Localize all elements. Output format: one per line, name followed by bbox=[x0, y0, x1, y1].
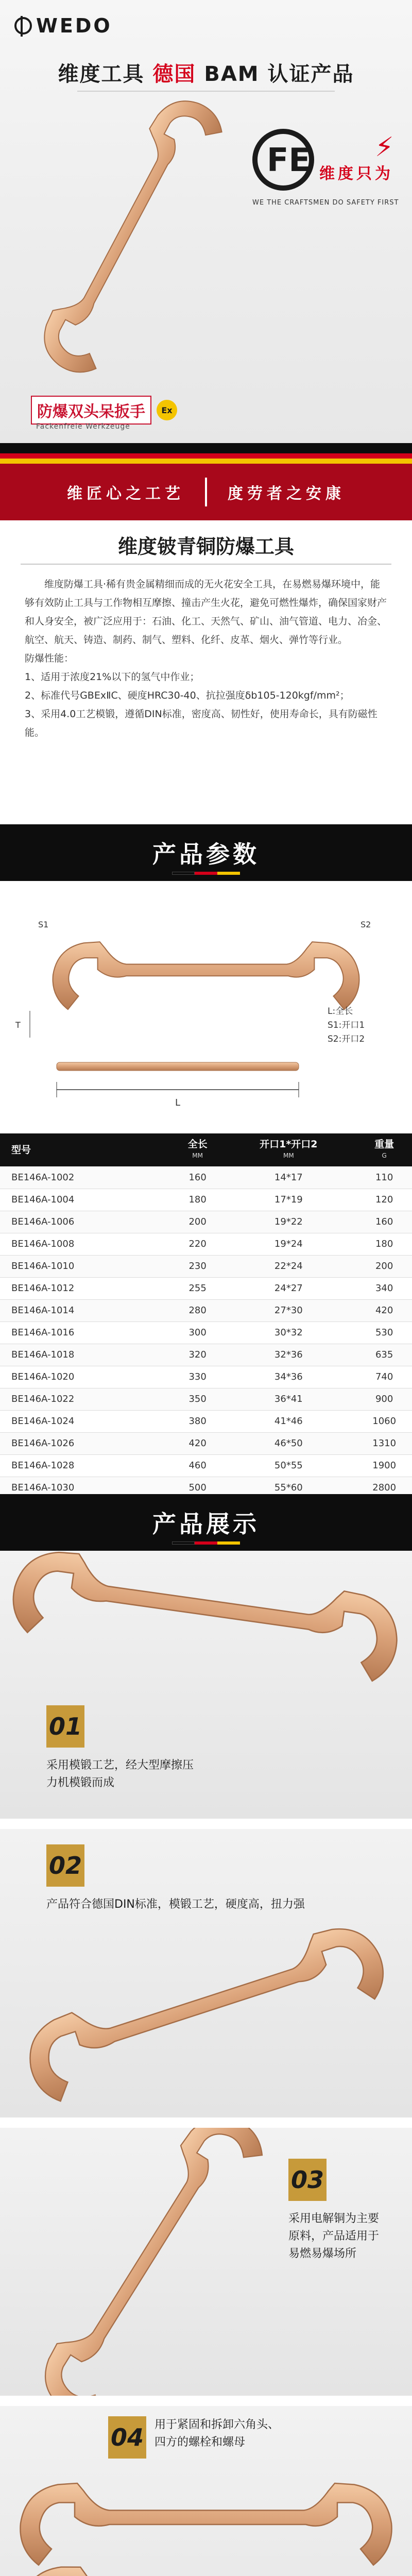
motto-divider bbox=[205, 478, 207, 506]
cert-highlight: 德国 bbox=[152, 62, 196, 86]
flag-red-stripe bbox=[0, 453, 412, 459]
col-header: 重量 G bbox=[356, 1133, 412, 1166]
table-row bbox=[0, 1388, 412, 1410]
table-cell: BE146A-1018 bbox=[0, 1344, 175, 1366]
table-row bbox=[0, 1211, 412, 1233]
params-section bbox=[0, 824, 412, 1499]
showcase-wrench-image bbox=[0, 1922, 412, 2107]
table-row bbox=[0, 1299, 412, 1321]
brand-logo[interactable] bbox=[14, 14, 112, 37]
table-cell: 50*55 bbox=[220, 1454, 356, 1477]
brand-slogan-en: WE THE CRAFTSMEN DO SAFETY FIRST bbox=[252, 199, 399, 207]
col-header: 全长 MM bbox=[175, 1133, 220, 1166]
table-cell: 635 bbox=[356, 1344, 412, 1366]
product-name-en: Fackenfreie Werkzeuge bbox=[36, 422, 130, 431]
table-header-row bbox=[0, 1133, 412, 1166]
table-cell: 55*60 bbox=[220, 1477, 356, 1499]
showcase-panel-2 bbox=[0, 1829, 412, 2117]
col-header: 型号 bbox=[0, 1133, 175, 1166]
table-cell: 32*36 bbox=[220, 1344, 356, 1366]
motto-left: 维匠心之工艺 bbox=[67, 485, 184, 503]
legend-item: S2:开口2 bbox=[328, 1034, 365, 1044]
table-cell: 460 bbox=[175, 1454, 220, 1477]
table-cell: 160 bbox=[175, 1166, 220, 1189]
intro-paragraph: 维度防爆工具·稀有贵金属精细而成的无火花安全工具，在易燃易爆环境中，能够有效防止工具与工作物相互摩擦、撞击产生火花，避免可燃性爆炸，确保国家财产和人身安全，被广泛应用于：石油、化工、天然气、矿山、油气管道、电力、冶金、航空、航天、铸造、制药、制气、塑料、化纤、皮革、烟火、弹竹等行业。 bbox=[25, 579, 387, 646]
product-name-cn: 防爆双头呆扳手 bbox=[31, 396, 151, 425]
perf-point: 3、采用4.0工艺模锻，遵循DIN标准，密度高、韧性好，使用寿命长，具有防磁性能。 bbox=[25, 708, 377, 738]
title-underline bbox=[0, 872, 412, 875]
table-cell: BE146A-1004 bbox=[0, 1189, 175, 1211]
table-cell: BE146A-1012 bbox=[0, 1277, 175, 1299]
table-cell: 180 bbox=[175, 1189, 220, 1211]
table-cell: 120 bbox=[356, 1189, 412, 1211]
showcase-panel-1 bbox=[0, 1551, 412, 1819]
ex-badge-icon: Ex bbox=[157, 400, 177, 420]
table-cell: 34*36 bbox=[220, 1366, 356, 1388]
params-title-bar bbox=[0, 824, 412, 881]
table-row bbox=[0, 1321, 412, 1344]
table-row bbox=[0, 1189, 412, 1211]
dimension-legend bbox=[328, 1005, 365, 1046]
table-cell: 900 bbox=[356, 1388, 412, 1410]
table-cell: 300 bbox=[175, 1321, 220, 1344]
table-cell: 180 bbox=[356, 1233, 412, 1255]
showcase-panel-4 bbox=[0, 2406, 412, 2576]
table-row bbox=[0, 1255, 412, 1277]
params-title: 产品参数 bbox=[152, 840, 260, 868]
table-cell: BE146A-1030 bbox=[0, 1477, 175, 1499]
table-cell: 530 bbox=[356, 1321, 412, 1344]
product-name-label bbox=[31, 396, 177, 431]
cert-suffix: BAM 认证产品 bbox=[204, 62, 354, 86]
feature-number-badge: 03 bbox=[288, 2159, 327, 2201]
table-cell: 17*19 bbox=[220, 1189, 356, 1211]
legend-item: L:全长 bbox=[328, 1006, 353, 1016]
dim-s1: S1 bbox=[38, 920, 49, 929]
showcase-wrench-image bbox=[0, 2468, 412, 2576]
perf-heading: 防爆性能： bbox=[25, 653, 74, 664]
table-cell: 220 bbox=[175, 1233, 220, 1255]
feature-number-badge: 01 bbox=[46, 1705, 84, 1748]
table-cell: 740 bbox=[356, 1366, 412, 1388]
table-cell: 255 bbox=[175, 1277, 220, 1299]
table-cell: 200 bbox=[356, 1255, 412, 1277]
hero-section bbox=[0, 0, 412, 443]
table-row bbox=[0, 1233, 412, 1255]
table-cell: 340 bbox=[356, 1277, 412, 1299]
intro-body bbox=[25, 575, 387, 742]
table-cell: BE146A-1006 bbox=[0, 1211, 175, 1233]
table-cell: 350 bbox=[175, 1388, 220, 1410]
feature-text: 采用电解铜为主要 原料，产品适用于 易燃易爆场所 bbox=[288, 2212, 380, 2260]
table-row bbox=[0, 1277, 412, 1299]
brand-safety-badge bbox=[242, 129, 407, 216]
hero-wrench-image bbox=[15, 77, 252, 397]
table-cell: 280 bbox=[175, 1299, 220, 1321]
flag-gold-stripe bbox=[0, 459, 412, 464]
showcase-panel-3 bbox=[0, 2128, 412, 2396]
table-cell: 36*41 bbox=[220, 1388, 356, 1410]
dim-s2: S2 bbox=[360, 920, 371, 929]
table-cell: 320 bbox=[175, 1344, 220, 1366]
show-title: 产品展示 bbox=[152, 1510, 260, 1538]
table-row bbox=[0, 1410, 412, 1432]
table-cell: BE146A-1020 bbox=[0, 1366, 175, 1388]
perf-point: 2、标准代号GBExⅡC、硬度HRC30-40、抗拉强度δb105-120kgf/mm²； bbox=[25, 690, 350, 701]
flag-stripes bbox=[0, 443, 412, 453]
table-cell: 200 bbox=[175, 1211, 220, 1233]
table-cell: 230 bbox=[175, 1255, 220, 1277]
feature-text: 用于紧固和拆卸六角头、 四方的螺栓和螺母 bbox=[154, 2418, 280, 2449]
table-cell: 14*17 bbox=[220, 1166, 356, 1189]
table-row bbox=[0, 1166, 412, 1189]
table-cell: 500 bbox=[175, 1477, 220, 1499]
table-cell: 110 bbox=[356, 1166, 412, 1189]
motto-banner bbox=[0, 464, 412, 520]
feature-text: 产品符合德国DIN标准，模锻工艺，硬度高，扭力强 bbox=[46, 1898, 305, 1911]
fe-logo-letters: FE bbox=[267, 141, 311, 179]
legend-item: S1:开口1 bbox=[328, 1020, 365, 1030]
table-cell: BE146A-1024 bbox=[0, 1410, 175, 1432]
table-cell: 420 bbox=[356, 1299, 412, 1321]
feature-number-badge: 02 bbox=[46, 1844, 84, 1887]
table-cell: 41*46 bbox=[220, 1410, 356, 1432]
diagram-wrench bbox=[53, 942, 359, 1009]
table-cell: BE146A-1022 bbox=[0, 1388, 175, 1410]
motto-right: 度劳者之安康 bbox=[228, 485, 345, 503]
table-cell: 46*50 bbox=[220, 1432, 356, 1454]
dim-t: T bbox=[15, 1020, 21, 1030]
show-title-bar bbox=[0, 1494, 412, 1551]
table-cell: 27*30 bbox=[220, 1299, 356, 1321]
spark-icon: ⚡ bbox=[375, 132, 394, 163]
logo-icon bbox=[14, 17, 32, 35]
dim-l: L bbox=[175, 1097, 181, 1108]
table-cell: BE146A-1014 bbox=[0, 1299, 175, 1321]
table-cell: 19*24 bbox=[220, 1233, 356, 1255]
table-row bbox=[0, 1344, 412, 1366]
table-cell: BE146A-1028 bbox=[0, 1454, 175, 1477]
table-row bbox=[0, 1432, 412, 1454]
table-cell: 1060 bbox=[356, 1410, 412, 1432]
table-cell: 30*32 bbox=[220, 1321, 356, 1344]
feature-text: 采用模锻工艺，经大型摩擦压 力机模锻而成 bbox=[46, 1759, 194, 1789]
perf-point: 1、适用于浓度21%以下的氢气中作业； bbox=[25, 671, 200, 683]
table-cell: BE146A-1010 bbox=[0, 1255, 175, 1277]
table-cell: BE146A-1002 bbox=[0, 1166, 175, 1189]
cert-prefix: 维度工具 bbox=[58, 62, 145, 86]
table-row bbox=[0, 1454, 412, 1477]
showcase-section bbox=[0, 1494, 412, 2576]
table-cell: 1310 bbox=[356, 1432, 412, 1454]
brand-name: WEDO bbox=[36, 14, 112, 37]
table-cell: 22*24 bbox=[220, 1255, 356, 1277]
table-cell: BE146A-1016 bbox=[0, 1321, 175, 1344]
table-cell: 24*27 bbox=[220, 1277, 356, 1299]
intro-divider bbox=[21, 564, 391, 565]
brand-slogan: 维度只为 bbox=[319, 165, 393, 183]
wrench-profile bbox=[57, 1062, 299, 1071]
title-underline bbox=[0, 1541, 412, 1545]
table-cell: 1900 bbox=[356, 1454, 412, 1477]
feature-number-badge: 04 bbox=[108, 2416, 146, 2459]
motto-banner-section bbox=[0, 443, 412, 520]
table-cell: BE146A-1026 bbox=[0, 1432, 175, 1454]
table-row bbox=[0, 1366, 412, 1388]
table-cell: 380 bbox=[175, 1410, 220, 1432]
table-cell: 330 bbox=[175, 1366, 220, 1388]
table-cell: 19*22 bbox=[220, 1211, 356, 1233]
table-cell: BE146A-1008 bbox=[0, 1233, 175, 1255]
col-header: 开口1*开口2 MM bbox=[220, 1133, 356, 1166]
spec-table bbox=[0, 1133, 412, 1499]
intro-section bbox=[0, 520, 412, 819]
table-cell: 160 bbox=[356, 1211, 412, 1233]
table-cell: 2800 bbox=[356, 1477, 412, 1499]
intro-title: 维度铍青铜防爆工具 bbox=[117, 535, 294, 558]
table-cell: 420 bbox=[175, 1432, 220, 1454]
